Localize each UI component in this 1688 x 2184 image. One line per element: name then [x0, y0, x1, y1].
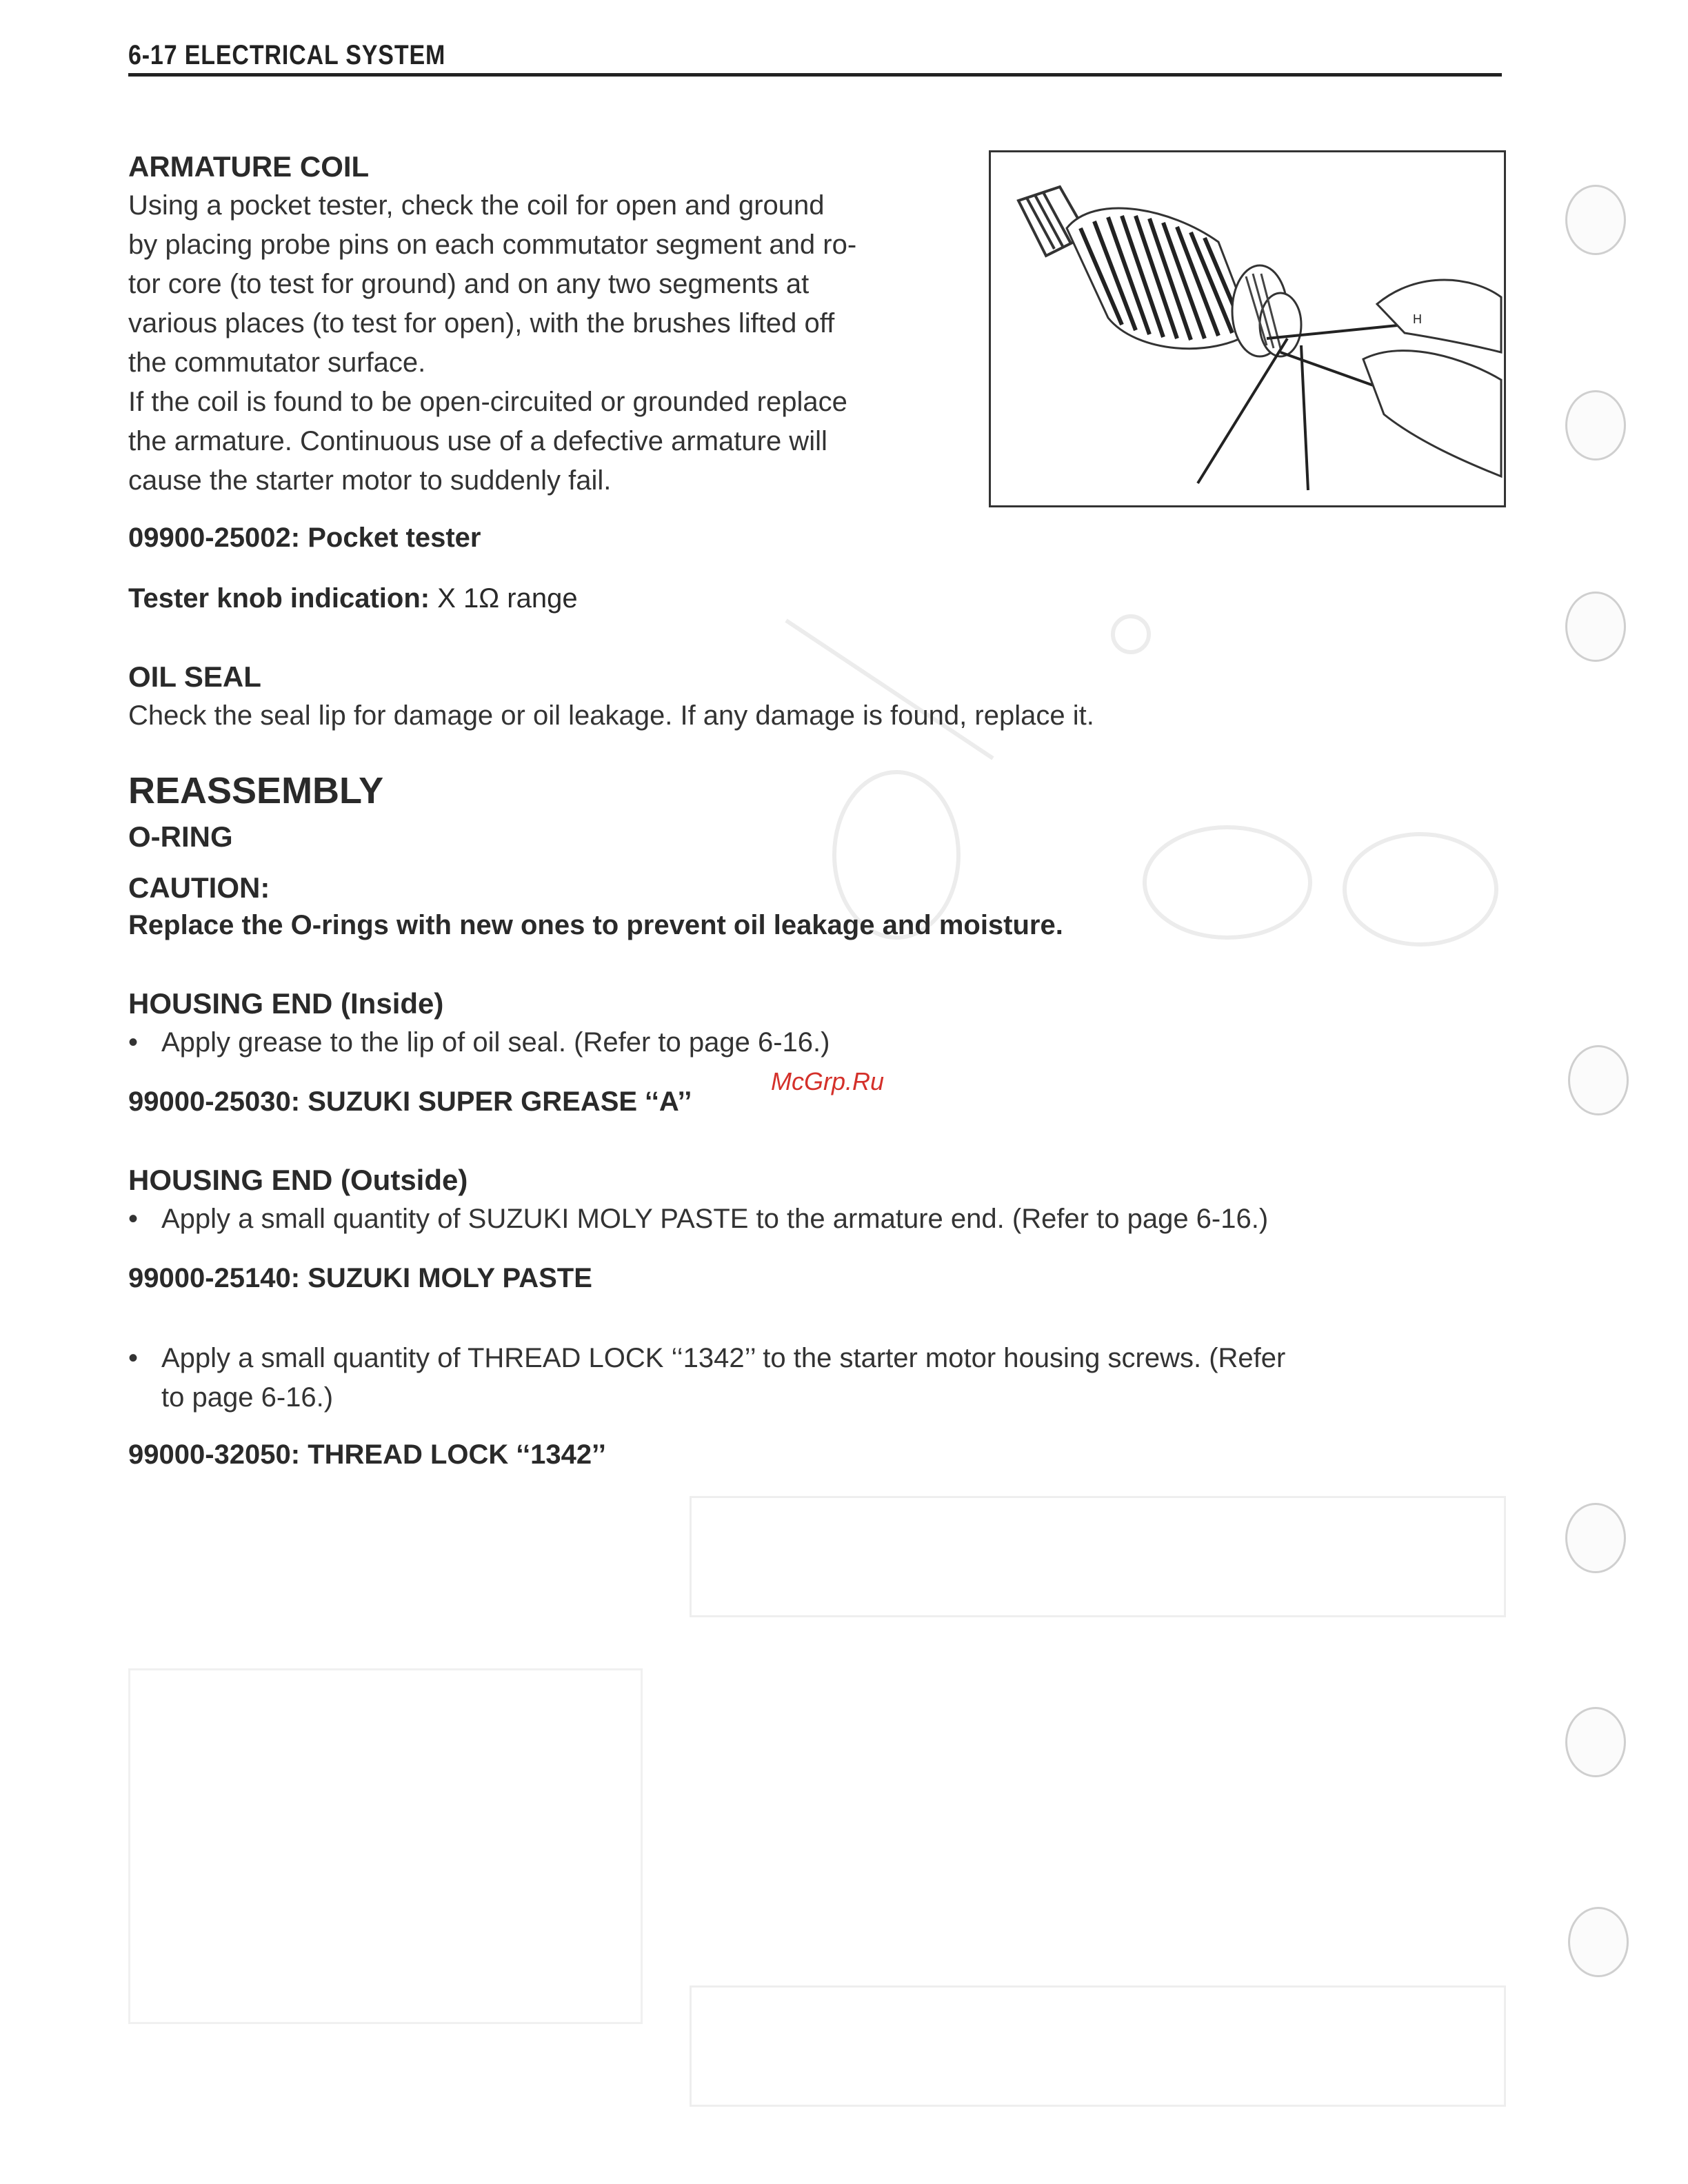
knob-value: X 1Ω range: [437, 583, 578, 614]
bleed-through-figure: [745, 593, 1503, 951]
housing-inside-heading: HOUSING END (Inside): [128, 987, 444, 1020]
super-grease-part: 99000-25030: SUZUKI SUPER GREASE ‘‘A’’: [128, 1086, 692, 1117]
moly-paste-part: 99000-25140: SUZUKI MOLY PASTE: [128, 1263, 592, 1293]
text-line: Using a pocket tester, check the coil for open and ground: [128, 190, 825, 221]
text-line: various places (to test for open), with the brushes lifted off: [128, 308, 835, 338]
armature-coil-heading: ARMATURE COIL: [128, 150, 370, 183]
bullet-text: Apply a small quantity of SUZUKI MOLY PASTE to the armature end. (Refer to page 6-16.): [161, 1204, 1269, 1234]
bullet-line: to page 6-16.): [161, 1382, 334, 1413]
oil-seal-text: Check the seal lip for damage or oil leakage. If any damage is found, replace it.: [128, 700, 1094, 731]
armature-probe-illustration: [989, 150, 1506, 507]
bleed-through-panel: [128, 1668, 643, 2024]
binder-hole: [1568, 1045, 1629, 1115]
text-line: If the coil is found to be open-circuited or grounded replace: [128, 387, 847, 417]
bleed-through-box-2: [690, 1985, 1506, 2107]
text-line: the armature. Continuous use of a defective armature will: [128, 426, 827, 456]
reassembly-heading: REASSEMBLY: [128, 770, 384, 811]
armature-probe-icon: [991, 152, 1504, 505]
housing-outside-bullet: [128, 1200, 1507, 1239]
bullet-text: [161, 1339, 1285, 1417]
bullet-text: Apply grease to the lip of oil seal. (Refer to page 6-16.): [161, 1027, 830, 1058]
caution-label: CAUTION:: [128, 871, 270, 904]
tester-knob-indication: [128, 583, 578, 614]
thread-lock-part: 99000-32050: THREAD LOCK ‘‘1342’’: [128, 1439, 606, 1470]
knob-label: Tester knob indication:: [128, 583, 430, 614]
page-header-title: 6-17 ELECTRICAL SYSTEM: [128, 40, 446, 70]
site-watermark: McGrp.Ru: [771, 1067, 885, 1095]
armature-coil-text: [128, 186, 856, 501]
binder-hole: [1565, 592, 1626, 662]
housing-inside-bullet: [128, 1023, 1369, 1062]
oil-seal-heading: OIL SEAL: [128, 660, 261, 693]
thread-lock-bullet: [128, 1339, 1507, 1417]
caution-text: Replace the O-rings with new ones to prevent oil leakage and moisture.: [128, 910, 1063, 940]
o-ring-heading: O-RING: [128, 820, 233, 853]
binder-hole: [1565, 1503, 1626, 1573]
binder-hole: [1565, 185, 1626, 255]
text-line: by placing probe pins on each commutator segment and ro-: [128, 230, 857, 260]
binder-hole: [1565, 1707, 1626, 1777]
bullet-symbol: •: [128, 1343, 139, 1373]
bullet-symbol: •: [128, 1204, 139, 1234]
pocket-tester-part: 09900-25002: Pocket tester: [128, 523, 481, 553]
text-line: cause the starter motor to suddenly fail.: [128, 465, 612, 496]
bullet-line: Apply a small quantity of THREAD LOCK ‘‘1342’’ to the starter motor housing screws. (Refer: [161, 1343, 1286, 1373]
text-line: tor core (to test for ground) and on any two segments at: [128, 269, 810, 299]
text-line: the commutator surface.: [128, 347, 426, 378]
housing-outside-heading: HOUSING END (Outside): [128, 1164, 468, 1196]
header-rule: [128, 73, 1502, 77]
probe-label: H: [1413, 312, 1422, 326]
binder-hole: [1565, 390, 1626, 461]
binder-hole: [1568, 1907, 1629, 1977]
bullet-symbol: •: [128, 1027, 139, 1058]
bleed-through-box: [690, 1496, 1506, 1617]
